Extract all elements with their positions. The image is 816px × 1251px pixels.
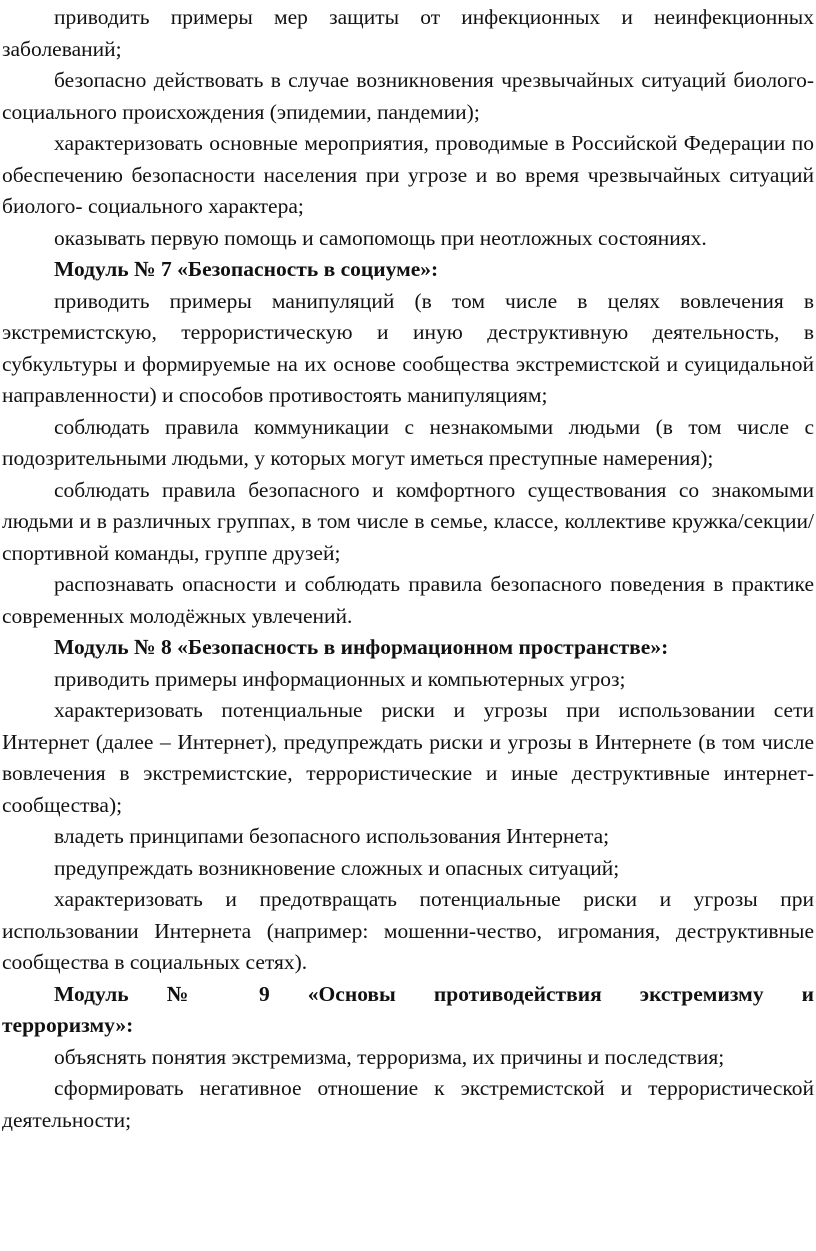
text-paragraph: приводить примеры манипуляций (в том числе в целях вовлечения в экстремистскую, террористическую и иную деструктивную деятельность, в субкультуры и формируемые на их основе сообщества экстремистской и суицидальной направленности) и способов противостоять манипуляциям; [2, 288, 814, 407]
text-paragraph: безопасно действовать в случае возникновения чрезвычайных ситуаций биолого-социального происхождения (эпидемии, пандемии); [2, 68, 814, 124]
text-paragraph: распознавать опасности и соблюдать правила безопасного поведения в практике современных молодёжных увлечений. [2, 572, 814, 628]
text-paragraph: характеризовать основные мероприятия, проводимые в Российской Федерации по обеспечению безопасности населения при угрозе и во время чрезвычайных ситуаций биолого- социального характера; [2, 131, 814, 218]
text-paragraph: оказывать первую помощь и самопомощь при неотложных состояниях. [54, 225, 707, 250]
module-7-heading: Модуль № 7 «Безопасность в социуме»: [54, 257, 439, 281]
module-9-heading-continuation: терроризму»: [2, 1013, 134, 1037]
text-paragraph: приводить примеры мер защиты от инфекционных и неинфекционных заболеваний; [2, 5, 814, 61]
text-paragraph: соблюдать правила безопасного и комфортного существования со знакомыми людьми и в различных группах, в том числе в семье, классе, коллективе кружка/секции/спортивной команды, группе друзей; [2, 477, 814, 565]
text-paragraph: владеть принципами безопасного использования Интернета; [54, 824, 610, 848]
text-paragraph: характеризовать и предотвращать потенциальные риски и угрозы при использовании Интернета (например: мошенни-чество, игромания, деструктивные сообщества в социальных сетях). [2, 887, 814, 974]
text-paragraph: предупреждать возникновение сложных и опасных ситуаций; [54, 855, 620, 880]
module-9-heading: Модуль № 9 «Основы противодействия экстремизму и [54, 981, 814, 1006]
text-paragraph: характеризовать потенциальные риски и угрозы при использовании сети Интернет (далее – Интернет), предупреждать риски и угрозы в Интернете (в том числе вовлечения в экстремистские, террористические и иные деструктивные интернет-сообщества); [2, 698, 814, 817]
text-paragraph: соблюдать правила коммуникации с незнакомыми людьми (в том числе с подозрительными людьми, у которых могут иметься преступные намерения); [2, 414, 814, 470]
text-paragraph: приводить примеры информационных и компьютерных угроз; [54, 666, 626, 691]
module-8-heading: Модуль № 8 «Безопасность в информационном пространстве»: [54, 635, 669, 659]
text-paragraph: объяснять понятия экстремизма, терроризма, их причины и последствия; [54, 1044, 725, 1069]
text-paragraph: сформировать негативное отношение к экстремистской и террористической деятельности; [2, 1076, 814, 1132]
